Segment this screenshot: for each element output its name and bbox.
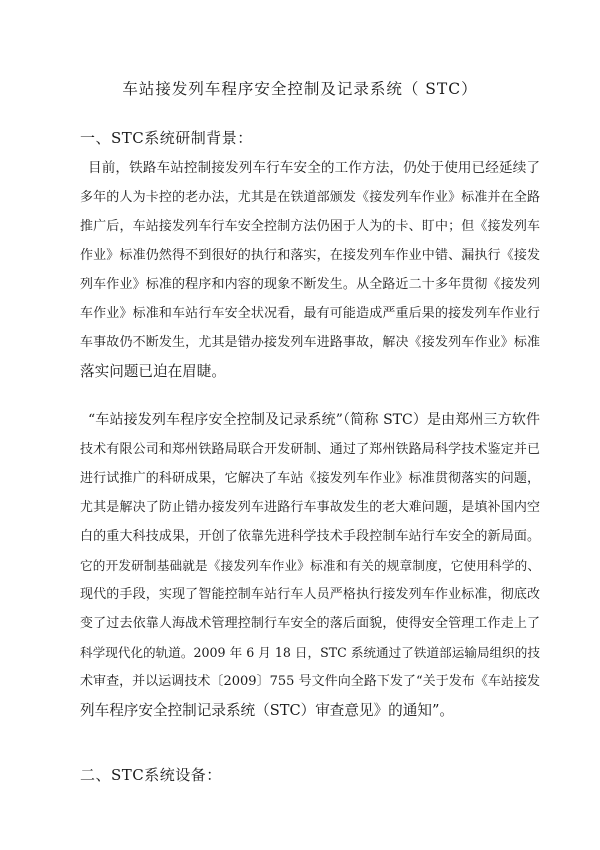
paragraph-line: 科学现代化的轨道。2009 年 6 月 18 日，STC 系统通过了铁道部运输局组织的技 <box>80 645 540 660</box>
paragraph-line: 目前，铁路车站控制接发列车行车安全的工作方法，仍处于使用已经延续了 <box>88 160 540 176</box>
paragraph-line: 变了过去依靠人海战术管理控制行车安全的落后面貌，使得安全管理工作走上了 <box>80 616 540 631</box>
paragraph-line: 落实问题已迫在眉睫。 <box>80 363 226 380</box>
paragraph-background <box>80 154 540 386</box>
section-heading-background: 一、STC系统研制背景： <box>80 129 253 147</box>
paragraph-line: 多年的人为卡控的老办法，尤其是在铁道部颁发《接发列车作业》标准并在全路 <box>80 190 540 205</box>
paragraph-line: 现代的手段，实现了智能控制车站行车人员严格执行接发列车作业标准，彻底改 <box>80 587 540 602</box>
paragraph-line: 列车作业》标准的程序和内容的现象不断发生。从全路近二十多年贯彻《接发列 <box>80 277 540 292</box>
paragraph-line: 白的重大科技成果，开创了依靠先进科学技术手段控制车站行车安全的新局面。 <box>80 529 540 544</box>
paragraph-line: 车事故仍不断发生，尤其是错办接发列车进路事故，解决《接发列车作业》标准 <box>80 335 540 350</box>
paragraph-stc-introduction <box>80 406 540 725</box>
paragraph-line: 尤其是解决了防止错办接发列车进路行车事故发生的老大难问题，是填补国内空 <box>80 500 540 515</box>
paragraph-line: 车作业》标准和车站行车安全状况看，最有可能造成严重后果的接发列车作业行 <box>80 306 540 321</box>
paragraph-line: 推广后，车站接发列车行车安全控制方法仍困于人为的卡、盯中；但《接发列车 <box>80 219 540 234</box>
paragraph-line: 术审查，并以运调技术〔2009〕755 号文件向全路下发了“关于发布《车站接发 <box>80 674 540 689</box>
paragraph-line: “车站接发列车程序安全控制及记录系统”（简称 STC）是由郑州三方软件 <box>88 412 540 428</box>
paragraph-line: 作业》标准仍然得不到很好的执行和落实，在接发列车作业中错、漏执行《接发 <box>80 248 540 263</box>
paragraph-line: 技术有限公司和郑州铁路局联合开发研制、通过了郑州铁路局科学技术鉴定并已 <box>80 442 540 457</box>
document-title: 车站接发列车程序安全控制及记录系统（ STC） <box>122 80 478 98</box>
paragraph-line: 它的开发研制基础就是《接发列车作业》标准和有关的规章制度，它使用科学的、 <box>80 558 540 573</box>
paragraph-line: 进行试推广的科研成果，它解决了车站《接发列车作业》标准贯彻落实的问题， <box>80 471 540 486</box>
paragraph-line: 列车程序安全控制记录系统（STC）审查意见》的通知”。 <box>80 702 455 719</box>
section-heading-equipment: 二、STC系统设备： <box>80 766 222 784</box>
